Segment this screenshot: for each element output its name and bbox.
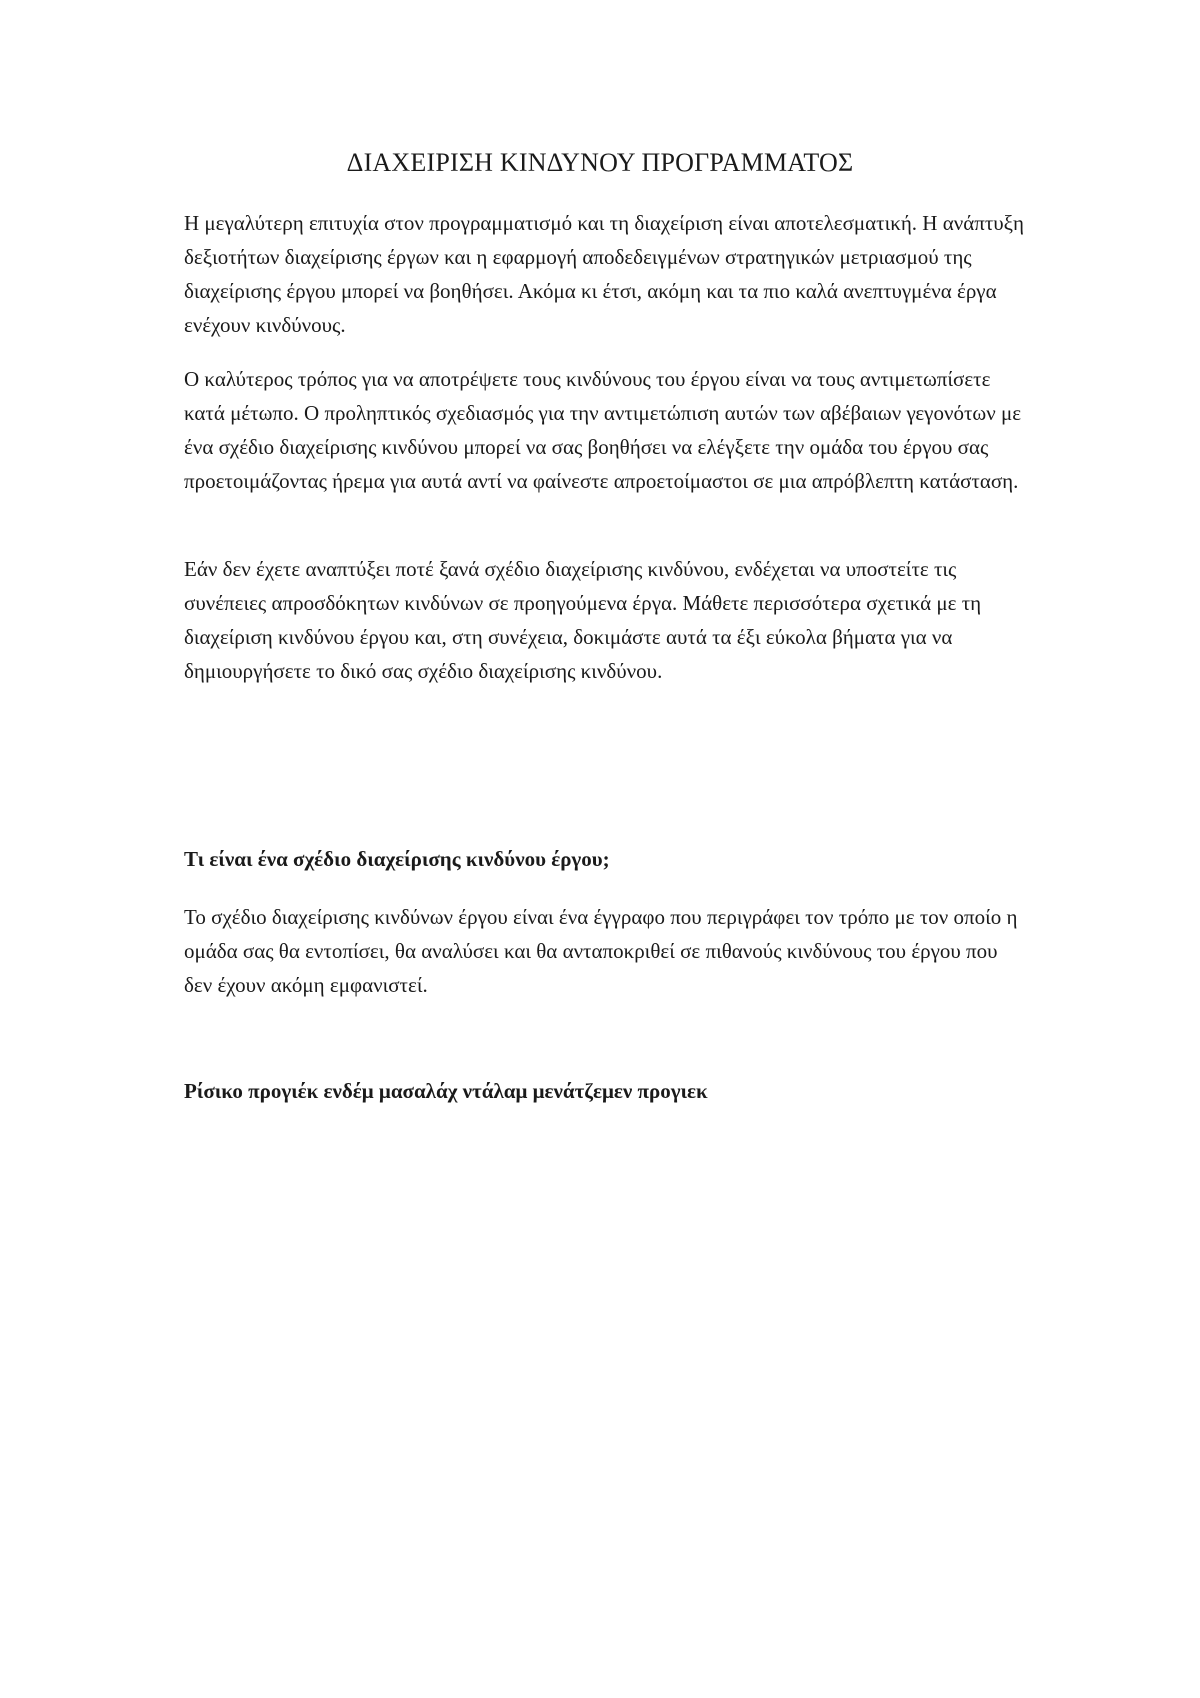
learn-more-paragraph: Εάν δεν έχετε αναπτύξει ποτέ ξανά σχέδιο διαχείρισης κινδύνου, ενδέχεται να υποστείτε τις συνέπειες απροσδόκητων κινδύνων σε προηγούμενα έργα. Μάθετε περισσότερα σχετικά με τη διαχείριση κινδύνου έργου και, στη συνέχεια, δοκιμάστε αυτά τα έξι εύκολα βήματα για να δημιουργήσετε το δικό σας σχέδιο διαχείρισης κινδύνου. bbox=[184, 557, 982, 683]
document-title: ΔΙΑΧΕΙΡΙΣΗ ΚΙΝΔΥΝΟΥ ΠΡΟΓΡΑΜΜΑΤΟΣ bbox=[346, 148, 854, 177]
section-heading-what-is-plan: Τι είναι ένα σχέδιο διαχείρισης κινδύνου έργου; bbox=[184, 847, 610, 871]
intro-paragraph: Η μεγαλύτερη επιτυχία στον προγραμματισμό και τη διαχείριση είναι αποτελεσματική. Η ανάπτυξη δεξιοτήτων διαχείρισης έργων και η εφαρμογή αποδεδειγμένων στρατηγικών μετριασμού της διαχείρισης έργου μπορεί να βοηθήσει. Ακόμα κι έτσι, ακόμη και τα πιο καλά ανεπτυγμένα έργα ενέχουν κινδύνους. bbox=[184, 211, 1025, 337]
strategy-paragraph: Ο καλύτερος τρόπος για να αποτρέψετε τους κινδύνους του έργου είναι να τους αντιμετωπίσετε κατά μέτωπο. Ο προληπτικός σχεδιασμός για την αντιμετώπιση αυτών των αβέβαιων γεγονότων με ένα σχέδιο διαχείρισης κινδύνου μπορεί να σας βοηθήσει να ελέγξετε την ομάδα του έργου σας προετοιμάζοντας ήρεμα για αυτά αντί να φαίνεστε απροετοίμαστοι σε μια απρόβλεπτη κατάσταση. bbox=[184, 367, 1022, 493]
section-body-what-is-plan: Το σχέδιο διαχείρισης κινδύνων έργου είναι ένα έγγραφο που περιγράφει τον τρόπο με τον οποίο η ομάδα σας θα εντοπίσει, θα αναλύσει και θα ανταποκριθεί σε πιθανούς κινδύνους του έργου που δεν έχουν ακόμη εμφανιστεί. bbox=[184, 905, 1018, 997]
section-heading-risk-project: Ρίσικο προγιέκ ενδέμ μασαλάχ ντάλαμ μενάτζεμεν προγιεκ bbox=[184, 1079, 708, 1103]
